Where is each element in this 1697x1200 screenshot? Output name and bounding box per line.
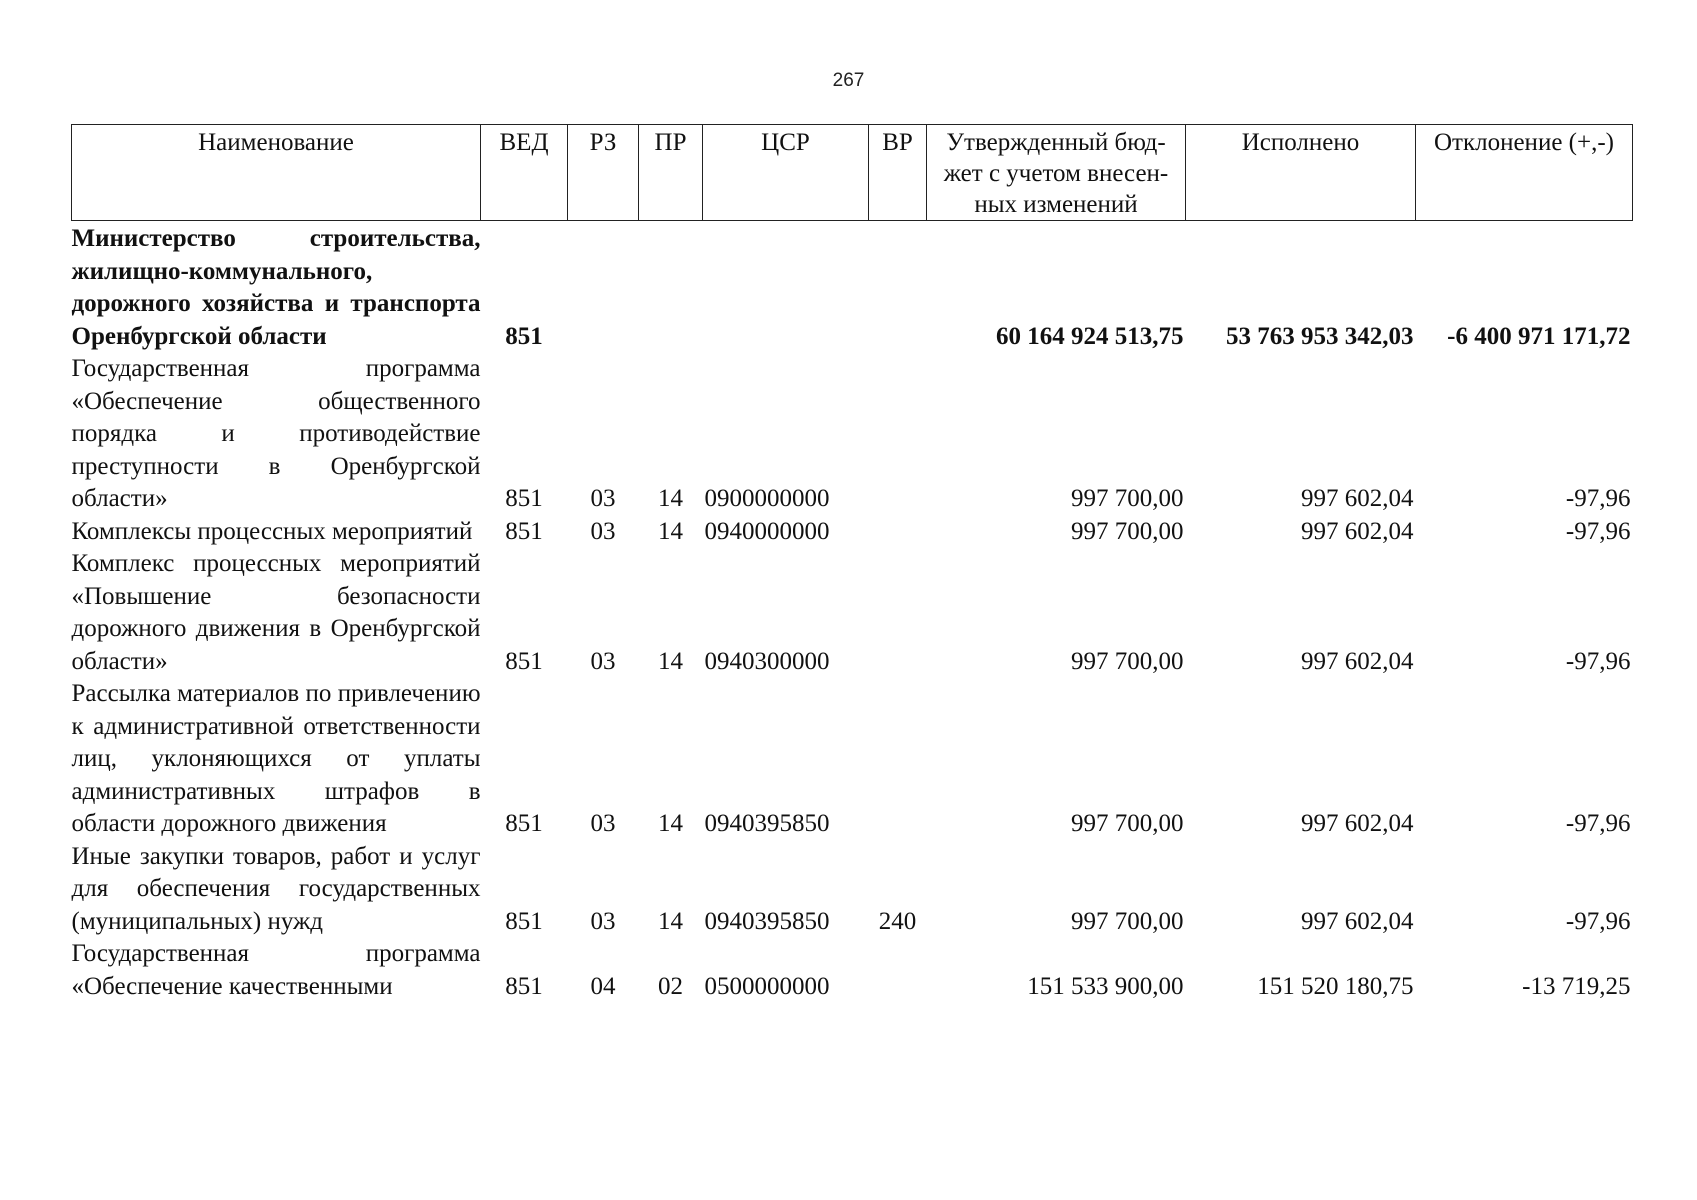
row-budget: 997 700,00 (1071, 647, 1184, 675)
row-deviation: -97,96 (1565, 907, 1631, 935)
row-rz: 03 (590, 517, 616, 545)
budget-table (71, 124, 1633, 1003)
header-rz: РЗ (568, 125, 639, 221)
table-row (72, 548, 1633, 678)
row-csr: 0940300000 (704, 647, 830, 675)
row-pr: 14 (658, 907, 683, 935)
header-deviation: Отклонение (+,-) (1416, 125, 1633, 221)
row-deviation: -97,96 (1565, 485, 1631, 512)
row-budget: 60 164 924 513,75 (996, 322, 1184, 350)
row-rz: 03 (590, 907, 616, 935)
row-deviation: -97,96 (1565, 647, 1631, 675)
row-csr: 0940395850 (704, 907, 830, 935)
table-row (72, 938, 1633, 1003)
row-executed: 997 602,04 (1301, 485, 1414, 512)
row-rz: 03 (590, 647, 616, 675)
row-vr (869, 353, 927, 516)
row-budget: 151 533 900,00 (1027, 972, 1184, 1000)
row-budget: 997 700,00 (1071, 907, 1184, 935)
row-pr (639, 221, 703, 354)
row-csr: 0500000000 (704, 972, 830, 1000)
row-budget: 997 700,00 (1071, 810, 1184, 837)
row-pr: 14 (658, 517, 683, 545)
row-executed: 151 520 180,75 (1257, 972, 1414, 1000)
row-ved: 851 (505, 972, 543, 1000)
row-rz: 03 (590, 485, 616, 512)
row-ved: 851 (505, 647, 543, 675)
header-pr: ПР (639, 125, 703, 221)
row-csr: 0940000000 (704, 517, 830, 545)
row-csr: 0900000000 (704, 485, 830, 512)
row-executed: 997 602,04 (1301, 810, 1414, 837)
row-vr: 240 (878, 907, 917, 935)
row-executed: 997 602,04 (1301, 517, 1414, 545)
header-vr: ВР (869, 125, 927, 221)
header-executed: Исполнено (1186, 125, 1416, 221)
table-row (72, 516, 1633, 549)
table-row (72, 841, 1633, 939)
row-name: Комплекс процессных мероприятий «Повышение безопасности дорожного движения в Оренбургской области» (71, 550, 481, 675)
row-ved: 851 (505, 907, 543, 935)
row-ved: 851 (505, 485, 543, 512)
row-rz: 04 (590, 972, 616, 1000)
row-name: Государственная программа «Обеспечение качественными (71, 940, 481, 1000)
header-ved: ВЕД (481, 125, 568, 221)
row-deviation: -13 719,25 (1522, 972, 1631, 1000)
row-name: Министерство строительства, жилищно-коммунального, дорожного хозяйства и транспорта Оренбургской области (71, 225, 481, 350)
row-name: Иные закупки товаров, работ и услуг для обеспечения государственных (муниципальных) нужд (71, 842, 481, 935)
row-vr (869, 548, 927, 678)
row-executed: 997 602,04 (1301, 647, 1414, 675)
row-vr (869, 678, 927, 841)
row-name: Государственная программа «Обеспечение общественного порядка и противодействие преступности в Оренбургской области» (71, 355, 481, 512)
row-ved: 851 (505, 810, 543, 837)
row-name: Рассылка материалов по привлечению к административной ответственности лиц, уклоняющихся от уплаты административных штрафов в области дорожного движения (71, 680, 481, 837)
row-pr: 14 (658, 647, 683, 675)
row-budget: 997 700,00 (1071, 485, 1184, 512)
header-name: Наименование (72, 125, 481, 221)
row-csr: 0940395850 (704, 810, 830, 837)
header-budget: Утвержденный бюд-жет с учетом внесен-ных изменений (927, 125, 1186, 221)
table-row (72, 221, 1633, 354)
row-ved: 851 (505, 322, 543, 350)
header-csr: ЦСР (703, 125, 869, 221)
page-number: 267 (832, 70, 865, 91)
table-row (72, 353, 1633, 516)
row-deviation: -97,96 (1565, 810, 1631, 837)
row-deviation: -97,96 (1565, 517, 1631, 545)
row-deviation: -6 400 971 171,72 (1447, 322, 1631, 350)
row-vr (869, 938, 927, 1003)
row-vr (869, 221, 927, 354)
row-name: Комплексы процессных мероприятий (71, 517, 473, 545)
row-ved: 851 (505, 517, 543, 545)
row-executed: 53 763 953 342,03 (1226, 322, 1414, 350)
table-header-row (72, 125, 1633, 221)
row-pr: 14 (658, 485, 683, 512)
table-row (72, 678, 1633, 841)
row-vr (869, 516, 927, 549)
row-pr: 14 (658, 810, 683, 837)
row-budget: 997 700,00 (1071, 517, 1184, 545)
row-rz: 03 (590, 810, 616, 837)
row-rz (568, 221, 639, 354)
row-executed: 997 602,04 (1301, 907, 1414, 935)
row-csr (703, 221, 869, 354)
row-pr: 02 (658, 972, 683, 1000)
